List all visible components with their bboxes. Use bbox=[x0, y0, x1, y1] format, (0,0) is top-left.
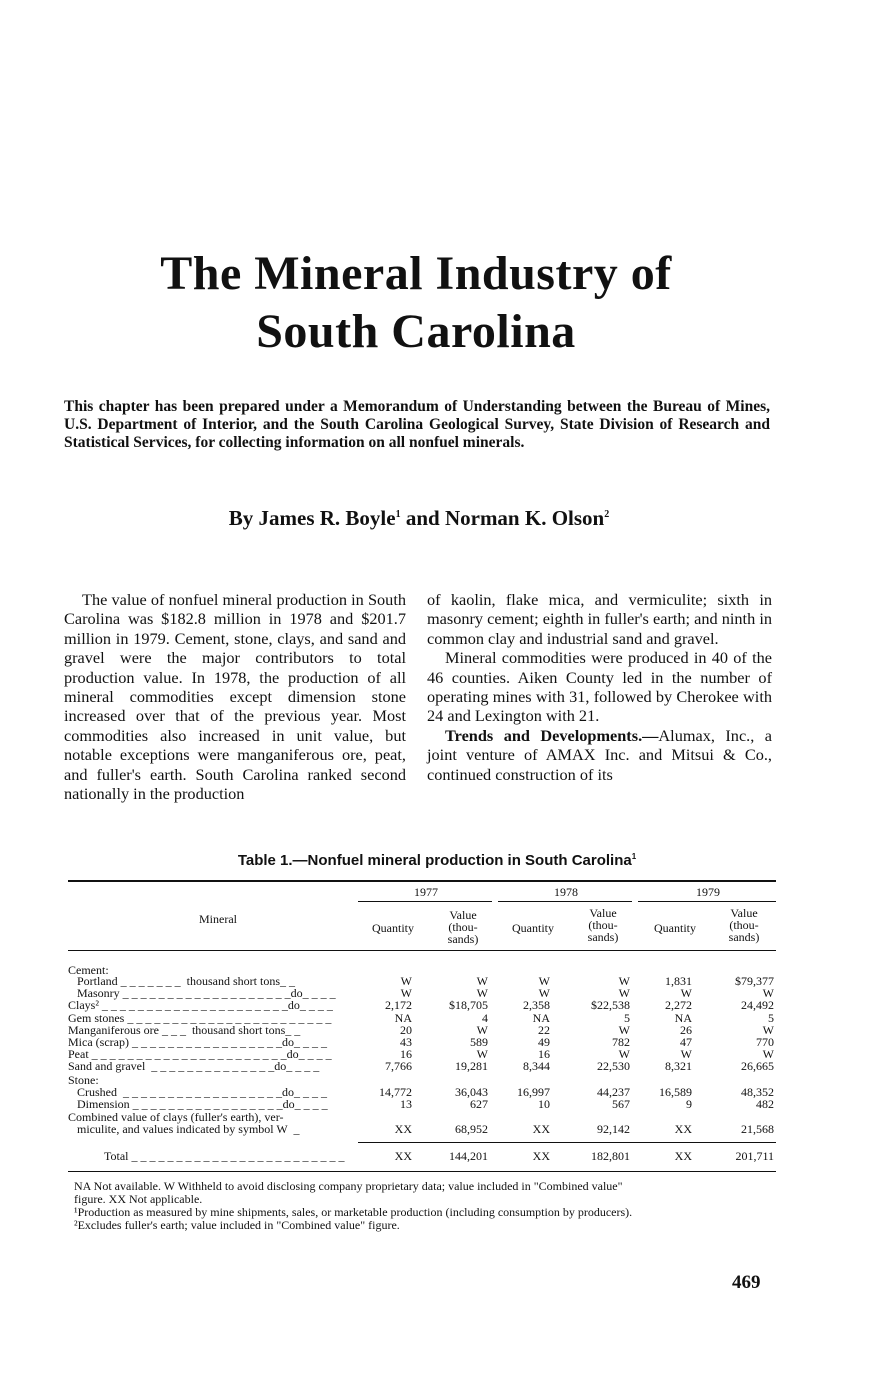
footnote-line: ¹Production as measured by mine shipments, sales, or marketable production (including consumption by producers). bbox=[74, 1205, 633, 1219]
cell-quantity-1978: XX bbox=[532, 1149, 550, 1163]
cell-value-1978: $22,538 bbox=[591, 998, 630, 1012]
row-label: Gem stones _ _ _ _ _ _ _ _ _ _ _ _ _ _ _ _ _ _ _ _ _ _ _ bbox=[68, 1011, 332, 1025]
cell-quantity-1979: 9 bbox=[686, 1097, 692, 1111]
footnote-line: NA Not available. W Withheld to avoid disclosing company proprietary data; value included in "Combined value" bbox=[74, 1179, 623, 1193]
total-rule bbox=[358, 1142, 776, 1143]
row-label: Combined value of clays (fuller's earth), ver- bbox=[68, 1110, 284, 1124]
cell-quantity-1978: XX bbox=[532, 1122, 550, 1136]
cell-value-1979: W bbox=[762, 1023, 774, 1037]
mineral-header: Mineral bbox=[199, 912, 237, 926]
cell-value-1977: W bbox=[476, 1023, 488, 1037]
table-footnotes bbox=[74, 1180, 780, 1232]
cell-quantity-1978: W bbox=[538, 974, 550, 988]
table-title bbox=[0, 852, 874, 869]
body-paragraph bbox=[427, 726, 772, 784]
body-column-right bbox=[427, 590, 772, 784]
year-rule bbox=[498, 901, 632, 902]
year-header: 1979 bbox=[696, 885, 720, 899]
byline-author1: By James R. Boyle bbox=[228, 506, 396, 530]
cell-quantity-1979: XX bbox=[674, 1122, 692, 1136]
byline-author2: and Norman K. Olson bbox=[400, 506, 605, 530]
page-number: 469 bbox=[732, 1272, 761, 1293]
row-label: Sand and gravel _ _ _ _ _ _ _ _ _ _ _ _ _ _do_ _ _ _ bbox=[68, 1059, 320, 1073]
cell-quantity-1977: W bbox=[400, 986, 412, 1000]
cell-value-1977: 4 bbox=[482, 1011, 488, 1025]
cell-value-1977: 144,201 bbox=[449, 1149, 488, 1163]
quantity-header: Quantity bbox=[654, 921, 696, 935]
section-heading: Trends and Developments.— bbox=[445, 725, 659, 745]
cell-quantity-1977: 13 bbox=[400, 1097, 412, 1111]
cell-value-1978: 22,530 bbox=[597, 1059, 630, 1073]
year-header: 1977 bbox=[414, 885, 438, 899]
row-label: Clays² _ _ _ _ _ _ _ _ _ _ _ _ _ _ _ _ _ _ _ _ _do_ _ _ _ bbox=[68, 998, 333, 1012]
table-row bbox=[68, 1123, 776, 1136]
cell-value-1979: 21,568 bbox=[741, 1122, 774, 1136]
cell-quantity-1977: 16 bbox=[400, 1047, 412, 1061]
cell-quantity-1978: 2,358 bbox=[523, 998, 550, 1012]
cell-quantity-1978: NA bbox=[532, 1011, 550, 1025]
footnote-line: ²Excludes fuller's earth; value included in "Combined value" figure. bbox=[74, 1218, 400, 1232]
quantity-header: Quantity bbox=[372, 921, 414, 935]
cell-value-1978: 182,801 bbox=[591, 1149, 630, 1163]
row-label: Total _ _ _ _ _ _ _ _ _ _ _ _ _ _ _ _ _ _ _ _ _ _ _ _ bbox=[104, 1149, 345, 1163]
row-label: Peat _ _ _ _ _ _ _ _ _ _ _ _ _ _ _ _ _ _ _ _ _ _do_ _ _ _ bbox=[68, 1047, 332, 1061]
cell-value-1979: $79,377 bbox=[735, 974, 774, 988]
cell-value-1978: W bbox=[618, 974, 630, 988]
page-title bbox=[0, 245, 832, 361]
value-header: Value (thou- sands) bbox=[587, 906, 619, 944]
cell-value-1979: 770 bbox=[756, 1035, 774, 1049]
cell-quantity-1979: 2,272 bbox=[665, 998, 692, 1012]
cell-value-1977: 589 bbox=[470, 1035, 488, 1049]
cell-value-1978: 44,237 bbox=[597, 1085, 630, 1099]
cell-quantity-1977: 43 bbox=[400, 1035, 412, 1049]
cell-quantity-1977: 2,172 bbox=[385, 998, 412, 1012]
cell-value-1978: 782 bbox=[612, 1035, 630, 1049]
table-top-rule bbox=[68, 880, 776, 882]
row-label: Manganiferous ore _ _ _ thousand short tons_ _ bbox=[68, 1023, 301, 1037]
year-header: 1978 bbox=[554, 885, 578, 899]
cell-value-1978: 5 bbox=[624, 1011, 630, 1025]
body-paragraph: of kaolin, flake mica, and vermiculite; sixth in masonry cement; eighth in fuller's earth; and ninth in common clay and industrial sand and gravel. bbox=[427, 590, 772, 648]
cell-value-1979: 48,352 bbox=[741, 1085, 774, 1099]
value-header: Value (thou- sands) bbox=[447, 908, 479, 946]
cell-quantity-1977: 20 bbox=[400, 1023, 412, 1037]
section-text: Alumax, Inc., a joint venture of AMAX Inc. and Mitsui & Co., continued construction of its bbox=[427, 725, 772, 784]
cell-quantity-1979: 1,831 bbox=[665, 974, 692, 988]
table-title-text: Table 1.—Nonfuel mineral production in South Carolina bbox=[237, 852, 632, 869]
row-label: Cement: bbox=[68, 963, 109, 977]
footnote-line: figure. XX Not applicable. bbox=[74, 1192, 203, 1206]
cell-quantity-1977: XX bbox=[394, 1149, 412, 1163]
row-label: miculite, and values indicated by symbol W _ bbox=[68, 1122, 300, 1136]
row-label: Crushed _ _ _ _ _ _ _ _ _ _ _ _ _ _ _ _ _ _do_ _ _ _ bbox=[68, 1085, 327, 1099]
cell-value-1979: 24,492 bbox=[741, 998, 774, 1012]
cell-value-1977: 68,952 bbox=[455, 1122, 488, 1136]
cell-value-1978: 567 bbox=[612, 1097, 630, 1111]
cell-value-1979: W bbox=[762, 1047, 774, 1061]
cell-quantity-1978: 8,344 bbox=[523, 1059, 550, 1073]
cell-quantity-1978: 16,997 bbox=[517, 1085, 550, 1099]
table-row bbox=[68, 1060, 776, 1073]
cell-quantity-1979: W bbox=[680, 1047, 692, 1061]
cell-quantity-1978: 49 bbox=[538, 1035, 550, 1049]
cell-value-1977: W bbox=[476, 1047, 488, 1061]
body-paragraph: The value of nonfuel mineral production in South Carolina was $182.8 million in 1978 and $201.7 million in 1979. Cement, stone, clays, and sand and gravel were the major contributors to total production value. In 1978, the production of all mineral commodities except dimension stone increased over that of the previous year. Most commodities also increased in unit value, but notable exceptions were manganiferous ore, peat, and fuller's earth. South Carolina ranked second nationally in the production bbox=[64, 590, 406, 804]
cell-value-1978: W bbox=[618, 1047, 630, 1061]
cell-value-1977: 627 bbox=[470, 1097, 488, 1111]
cell-value-1977: 36,043 bbox=[455, 1085, 488, 1099]
table-bottom-rule bbox=[68, 1171, 776, 1172]
cell-value-1979: W bbox=[762, 986, 774, 1000]
table-row-total bbox=[68, 1150, 776, 1163]
byline-footnote-1: 1 bbox=[395, 509, 401, 520]
quantity-header: Quantity bbox=[512, 921, 554, 935]
cell-value-1979: 5 bbox=[768, 1011, 774, 1025]
cell-value-1977: W bbox=[476, 986, 488, 1000]
cell-quantity-1978: 22 bbox=[538, 1023, 550, 1037]
cell-quantity-1977: 7,766 bbox=[385, 1059, 412, 1073]
cell-value-1979: 26,665 bbox=[741, 1059, 774, 1073]
cell-value-1977: $18,705 bbox=[449, 998, 488, 1012]
cell-quantity-1977: NA bbox=[394, 1011, 412, 1025]
byline bbox=[0, 506, 838, 531]
value-header: Value (thou- sands) bbox=[728, 906, 760, 944]
cell-quantity-1978: 16 bbox=[538, 1047, 550, 1061]
byline-footnote-2: 2 bbox=[604, 509, 610, 520]
cell-quantity-1979: 26 bbox=[680, 1023, 692, 1037]
cell-quantity-1979: NA bbox=[674, 1011, 692, 1025]
cell-value-1978: W bbox=[618, 1023, 630, 1037]
cell-quantity-1977: 14,772 bbox=[379, 1085, 412, 1099]
table-title-footnote: 1 bbox=[631, 852, 637, 861]
cell-value-1979: 201,711 bbox=[735, 1149, 774, 1163]
cell-quantity-1978: W bbox=[538, 986, 550, 1000]
cell-value-1979: 482 bbox=[756, 1097, 774, 1111]
row-label: Mica (scrap) _ _ _ _ _ _ _ _ _ _ _ _ _ _ _ _ _do_ _ _ _ bbox=[68, 1035, 327, 1049]
cell-value-1977: 19,281 bbox=[455, 1059, 488, 1073]
cell-quantity-1979: 16,589 bbox=[659, 1085, 692, 1099]
year-rule bbox=[638, 901, 776, 902]
cell-quantity-1977: W bbox=[400, 974, 412, 988]
row-label: Dimension _ _ _ _ _ _ _ _ _ _ _ _ _ _ _ _ _do_ _ _ _ bbox=[68, 1097, 328, 1111]
header-bottom-rule bbox=[68, 950, 776, 951]
cell-value-1978: 92,142 bbox=[597, 1122, 630, 1136]
body-column-left bbox=[64, 590, 406, 803]
cell-quantity-1979: W bbox=[680, 986, 692, 1000]
page-title-line2: South Carolina bbox=[256, 305, 576, 358]
row-label: Portland _ _ _ _ _ _ _ thousand short tons_ _ bbox=[68, 974, 295, 988]
cell-quantity-1979: 47 bbox=[680, 1035, 692, 1049]
body-paragraph: Mineral commodities were produced in 40 of the 46 counties. Aiken County led in the number of operating mines with 31, followed by Cherokee with 24 and Lexington with 21. bbox=[427, 648, 772, 726]
cell-quantity-1979: 8,321 bbox=[665, 1059, 692, 1073]
row-label: Masonry _ _ _ _ _ _ _ _ _ _ _ _ _ _ _ _ _ _ _do_ _ _ _ bbox=[68, 986, 336, 1000]
cell-quantity-1978: 10 bbox=[538, 1097, 550, 1111]
cell-value-1977: W bbox=[476, 974, 488, 988]
cell-value-1978: W bbox=[618, 986, 630, 1000]
row-label: Stone: bbox=[68, 1073, 99, 1087]
intro-paragraph: This chapter has been prepared under a Memorandum of Understanding between the Bureau of Mines, U.S. Department of Interior, and the South Carolina Geological Survey, State Division of Research and Statistical Services, for collecting information on all nonfuel minerals. bbox=[64, 398, 770, 451]
year-rule bbox=[358, 901, 492, 902]
page-title-line1: The Mineral Industry of bbox=[160, 247, 672, 300]
cell-quantity-1979: XX bbox=[674, 1149, 692, 1163]
cell-quantity-1977: XX bbox=[394, 1122, 412, 1136]
